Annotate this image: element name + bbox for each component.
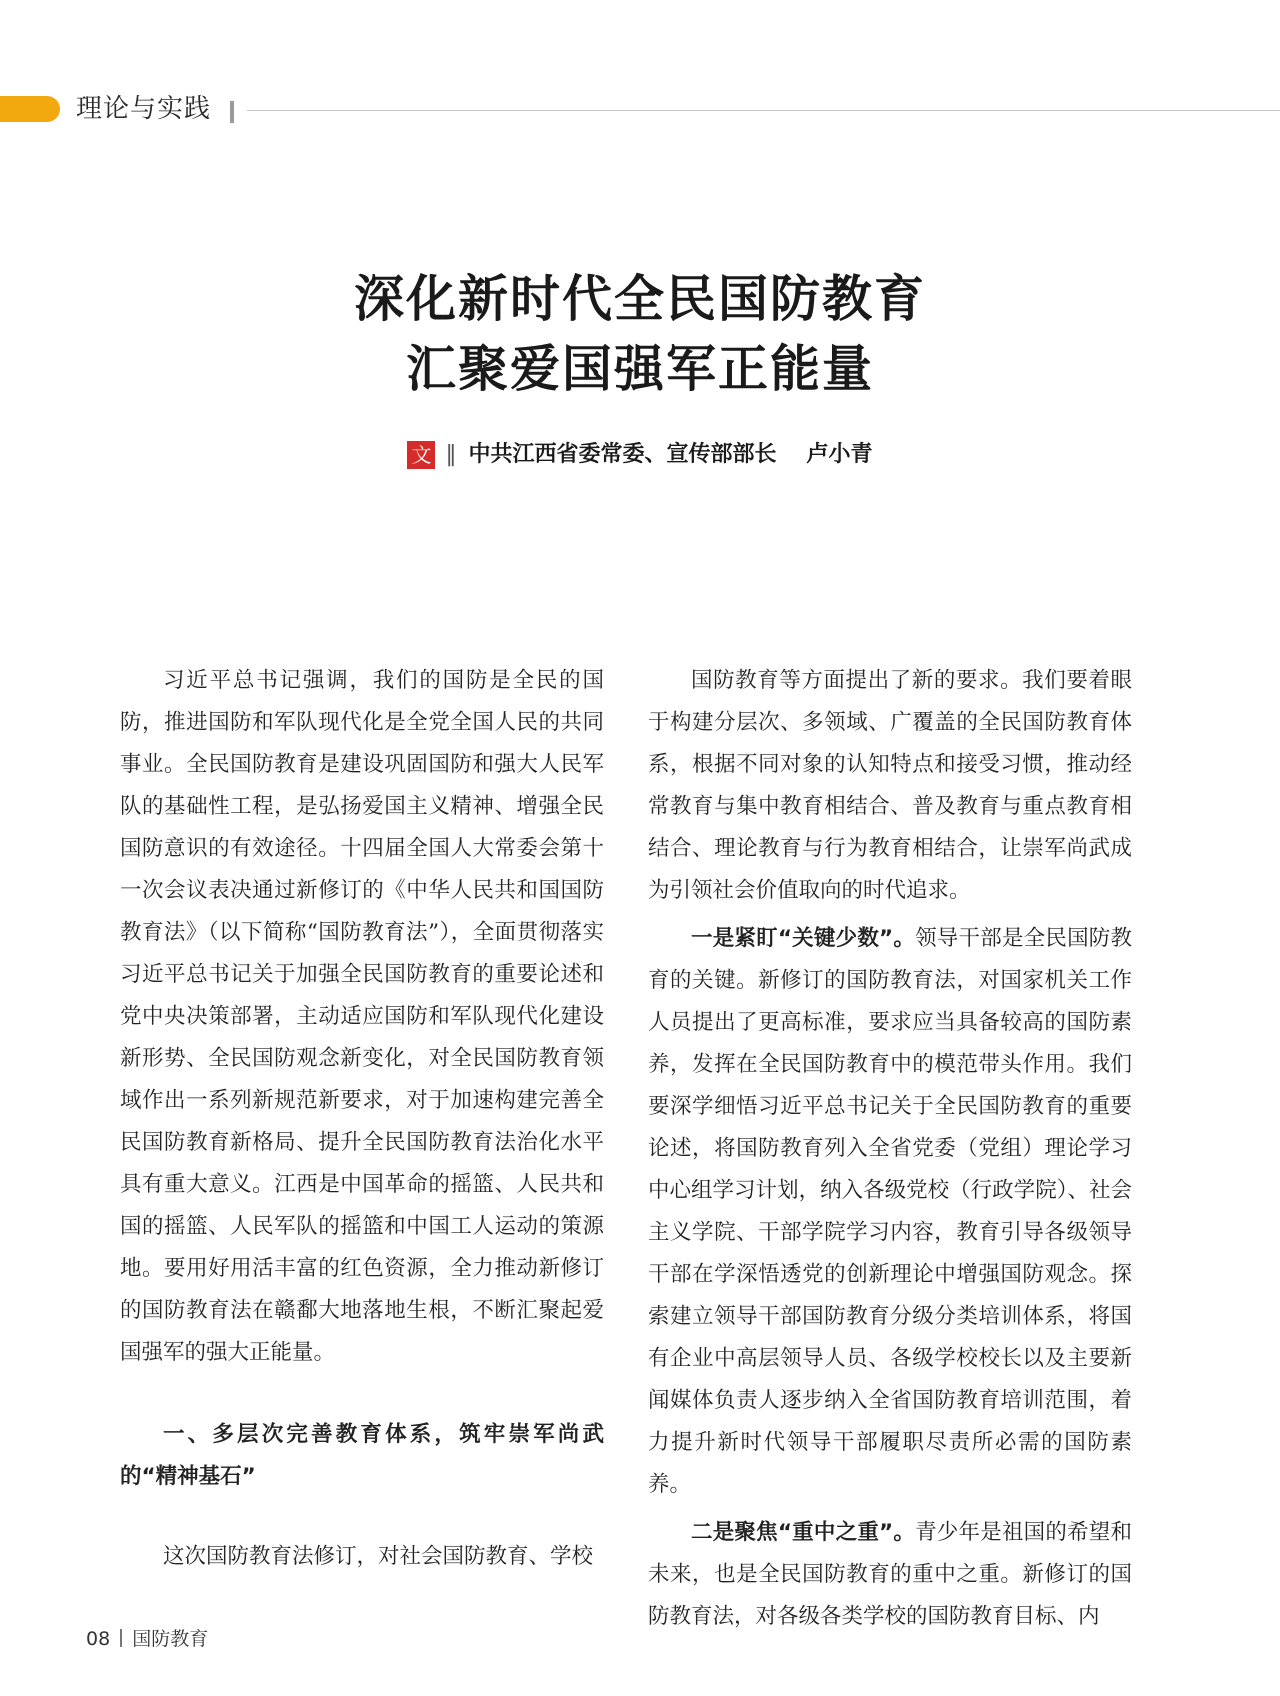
paragraph-body: 青少年是祖国的希望和未来，也是全民国防教育的重中之重。新修订的国防教育法，对各级各类学校的国防教育目标、内 xyxy=(648,1520,1132,1629)
paragraph: 这次国防教育法修订，对社会国防教育、学校 xyxy=(163,1544,594,1569)
author-affiliation: 中共江西省委常委、宣传部部长 xyxy=(468,442,777,467)
paragraph-lead: 一是紧盯“关键少数”。 xyxy=(691,926,916,951)
right-column xyxy=(648,660,1132,1638)
byline xyxy=(0,440,1280,470)
paragraph: 习近平总书记强调，我们的国防是全民的国防，推进国防和军队现代化是全党全国人民的共同事业。全民国防教育是建设巩固国防和强大人民军队的基础性工程，是弘扬爱国主义精神、增强全民国防意识的有效途径。十四届全国人大常委会第十一次会议表决通过新修订的《中华人民共和国国防教育法》（以下简称“国防教育法”），全面贯彻落实习近平总书记关于加强全民国防教育的重要论述和党中央决策部署，主动适应国防和军队现代化建设新形势、全民国防观念新变化，对全民国防教育领域作出一系列新规范新要求，对于加速构建完善全民国防教育新格局、提升全民国防教育法治化水平具有重大意义。江西是中国革命的摇篮、人民共和国的摇篮、人民军队的摇篮和中国工人运动的策源地。要用好用活丰富的红色资源，全力推动新修订的国防教育法在赣鄱大地落地生根，不断汇聚起爱国强军的强大正能量。 xyxy=(120,668,604,1365)
header-rule xyxy=(247,110,1280,111)
paragraph xyxy=(648,1512,1132,1638)
footer-divider xyxy=(120,1629,122,1647)
byline-badge: 文 xyxy=(407,441,435,469)
page-footer xyxy=(86,1626,208,1652)
paragraph xyxy=(648,918,1132,1506)
magazine-name: 国防教育 xyxy=(132,1628,209,1650)
byline-separator: ‖ xyxy=(445,442,457,467)
section-label: 理论与实践 xyxy=(76,94,212,124)
article-title-line-1: 深化新时代全民国防教育 xyxy=(354,270,926,328)
page-number: 08 xyxy=(86,1628,111,1650)
section-accent-bar xyxy=(0,96,60,122)
section-heading: 一、多层次完善教育体系，筑牢崇军尚武的“精神基石” xyxy=(120,1422,604,1489)
paragraph-body: 领导干部是全民国防教育的关键。新修订的国防教育法，对国家机关工作人员提出了更高标准，要求应当具备较高的国防素养，发挥在全民国防教育中的模范带头作用。我们要深学细悟习近平总书记关于全民国防教育的重要论述，将国防教育列入全省党委（党组）理论学习中心组学习计划，纳入各级党校（行政学院）、社会主义学院、干部学院学习内容，教育引导各级领导干部在学深悟透党的创新理论中增强国防观念。探索建立领导干部国防教育分级分类培训体系，将国有企业中高层领导人员、各级学校校长以及主要新闻媒体负责人逐步纳入全省国防教育培训范围，着力提升新时代领导干部履职尽责所必需的国防素养。 xyxy=(648,926,1132,1497)
left-column xyxy=(120,660,604,1578)
paragraph-lead: 二是聚焦“重中之重”。 xyxy=(691,1520,916,1545)
article-title-line-2: 汇聚爱国强军正能量 xyxy=(406,340,874,398)
section-divider xyxy=(230,101,234,123)
author-name: 卢小青 xyxy=(806,442,873,467)
paragraph: 国防教育等方面提出了新的要求。我们要着眼于构建分层次、多领域、广覆盖的全民国防教育体系，根据不同对象的认知特点和接受习惯，推动经常教育与集中教育相结合、普及教育与重点教育相结合、理论教育与行为教育相结合，让崇军尚武成为引领社会价值取向的时代追求。 xyxy=(648,668,1132,903)
